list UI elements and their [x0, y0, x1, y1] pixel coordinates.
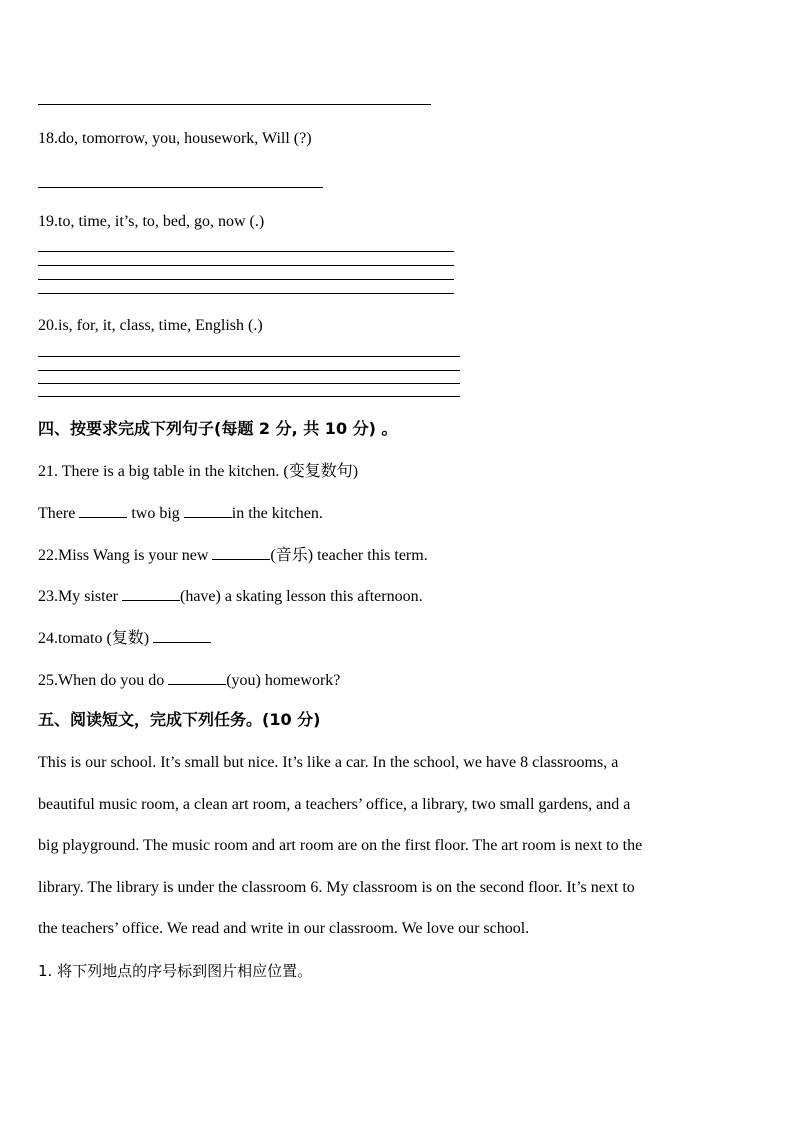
- q25-blank[interactable]: [168, 670, 226, 685]
- passage-line: This is our school. It’s small but nice. It’s like a car. In the school, we have 8 classrooms, a: [38, 754, 619, 771]
- writing-line-20b: [38, 370, 460, 371]
- writing-line-20c: [38, 383, 460, 384]
- writing-line-20a: [38, 356, 460, 357]
- q23-blank[interactable]: [122, 586, 180, 601]
- question-19: 19.to, time, it’s, to, bed, go, now (.): [38, 213, 265, 230]
- q22-text-before: 22.Miss Wang is your new: [38, 547, 209, 564]
- question-20: 20.is, for, it, class, time, English (.): [38, 317, 263, 334]
- writing-line-19c: [38, 279, 454, 280]
- writing-line-19b: [38, 265, 454, 266]
- question-24: [38, 628, 211, 649]
- question-21: 21. There is a big table in the kitchen. (变复数句): [38, 463, 359, 480]
- question-23: [38, 586, 423, 607]
- answer-line-18: [38, 187, 323, 188]
- passage-line: the teachers’ office. We read and write in our classroom. We love our school.: [38, 920, 530, 937]
- writing-line-19a: [38, 251, 454, 252]
- q24-blank[interactable]: [153, 628, 211, 643]
- passage-line: beautiful music room, a clean art room, a teachers’ office, a library, two small gardens, and a: [38, 795, 631, 813]
- q23-text-after: (have) a skating lesson this afternoon.: [180, 588, 423, 605]
- question-22: [38, 545, 428, 566]
- question-18: 18.do, tomorrow, you, housework, Will (?): [38, 130, 312, 147]
- q21-text-2: two big: [131, 505, 180, 522]
- q25-text-after: (you) homework?: [226, 672, 341, 689]
- answer-line-17: [38, 104, 431, 105]
- section-5-heading: 五、阅读短文，完成下列任务。(10 分): [38, 710, 321, 729]
- q24-text-before: 24.tomato (复数): [38, 630, 150, 647]
- passage-line: library. The library is under the classroom 6. My classroom is on the second floor. It’s next to: [38, 878, 635, 896]
- section-4-heading: 四、按要求完成下列句子(每题 2 分, 共 10 分) 。: [38, 419, 398, 438]
- task-1-instruction: 1. 将下列地点的序号标到图片相应位置。: [38, 962, 313, 980]
- reading-passage: [38, 753, 750, 961]
- passage-line: big playground. The music room and art room are on the first floor. The art room is next to the: [38, 837, 643, 854]
- q25-text-before: 25.When do you do: [38, 672, 165, 689]
- q21-text-3: in the kitchen.: [231, 505, 323, 522]
- q21-text-1: There: [38, 505, 76, 522]
- writing-line-20d: [38, 396, 460, 397]
- q22-text-after: (音乐) teacher this term.: [270, 547, 428, 564]
- q23-text-before: 23.My sister: [38, 588, 118, 605]
- writing-line-19d: [38, 293, 454, 294]
- question-21-answer: [38, 503, 323, 524]
- question-25: [38, 670, 340, 691]
- q22-blank[interactable]: [212, 545, 270, 560]
- q21-blank-1[interactable]: [79, 503, 127, 518]
- q21-blank-2[interactable]: [184, 503, 232, 518]
